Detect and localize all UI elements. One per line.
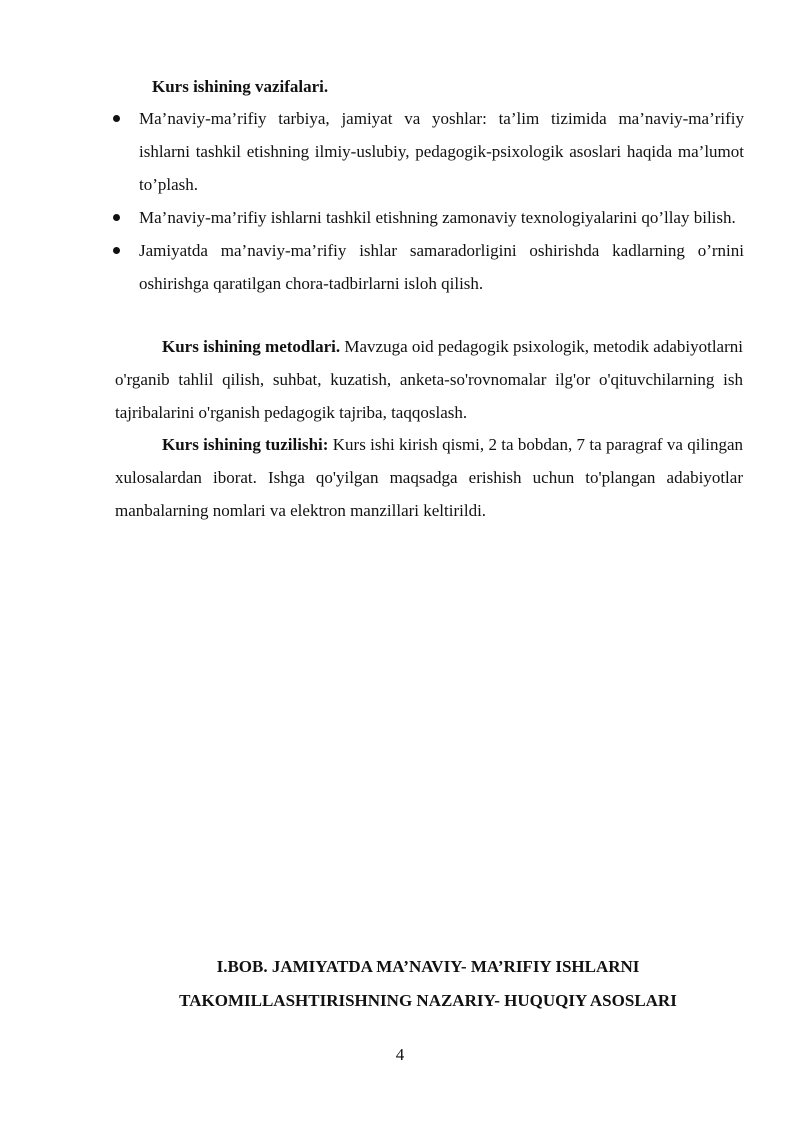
methods-label: Kurs ishining metodlari. — [162, 337, 341, 356]
list-item-text: Jamiyatda ma’naviy-ma’rifiy ishlar samaradorligini oshirishda kadlarning o’rnini oshirishga qaratilgan chora-tadbirlarni isloh qilish. — [139, 241, 744, 293]
chapter-title-line-1: I.BOB. JAMIYATDA MA’NAVIY- MA’RIFIY ISHLARNI — [216, 957, 640, 976]
list-item-text: Ma’naviy-ma’rifiy ishlarni tashkil etishning zamonaviy texnologiyalarini qo’llay bilish. — [139, 208, 736, 227]
tasks-list — [112, 102, 744, 300]
chapter-title — [100, 950, 756, 1018]
bullet-icon — [113, 247, 120, 254]
methods-paragraph — [115, 330, 743, 429]
chapter-title-line-2: TAKOMILLASHTIRISHNING NAZARIY- HUQUQIY ASOSLARI — [179, 991, 677, 1010]
bullet-icon — [113, 115, 120, 122]
structure-paragraph — [115, 428, 743, 527]
page-number: 4 — [395, 1045, 405, 1064]
list-item — [112, 102, 744, 201]
tasks-heading: Kurs ishining vazifalari. — [152, 77, 329, 96]
list-item-text: Ma’naviy-ma’rifiy tarbiya, jamiyat va yoshlar: ta’lim tizimida ma’naviy-ma’rifiy ishlarni tashkil etishning ilmiy-uslubiy, pedagogik-psixologik asoslari haqida ma’lumot to’plash. — [139, 109, 744, 194]
bullet-icon — [113, 214, 120, 221]
structure-text: Kurs ishi kirish qismi, 2 ta bobdan, 7 ta paragraf va qilingan xulosalardan iborat. Ishga qo'yilgan maqsadga erishish uchun to'plangan adabiyotlar manbalarning nomlari va elektron manzillari keltirildi. — [115, 435, 743, 520]
methods-text: Mavzuga oid pedagogik psixologik, metodik adabiyotlarni o'rganib tahlil qilish, suhbat, kuzatish, anketa-so'rovnomalar ilg'or o'qituvchilarning ish tajribalarini o'rganish pedagogik tajriba, taqqoslash. — [115, 337, 743, 422]
list-item — [112, 201, 744, 234]
structure-label: Kurs ishining tuzilishi: — [162, 435, 329, 454]
list-item — [112, 234, 744, 300]
